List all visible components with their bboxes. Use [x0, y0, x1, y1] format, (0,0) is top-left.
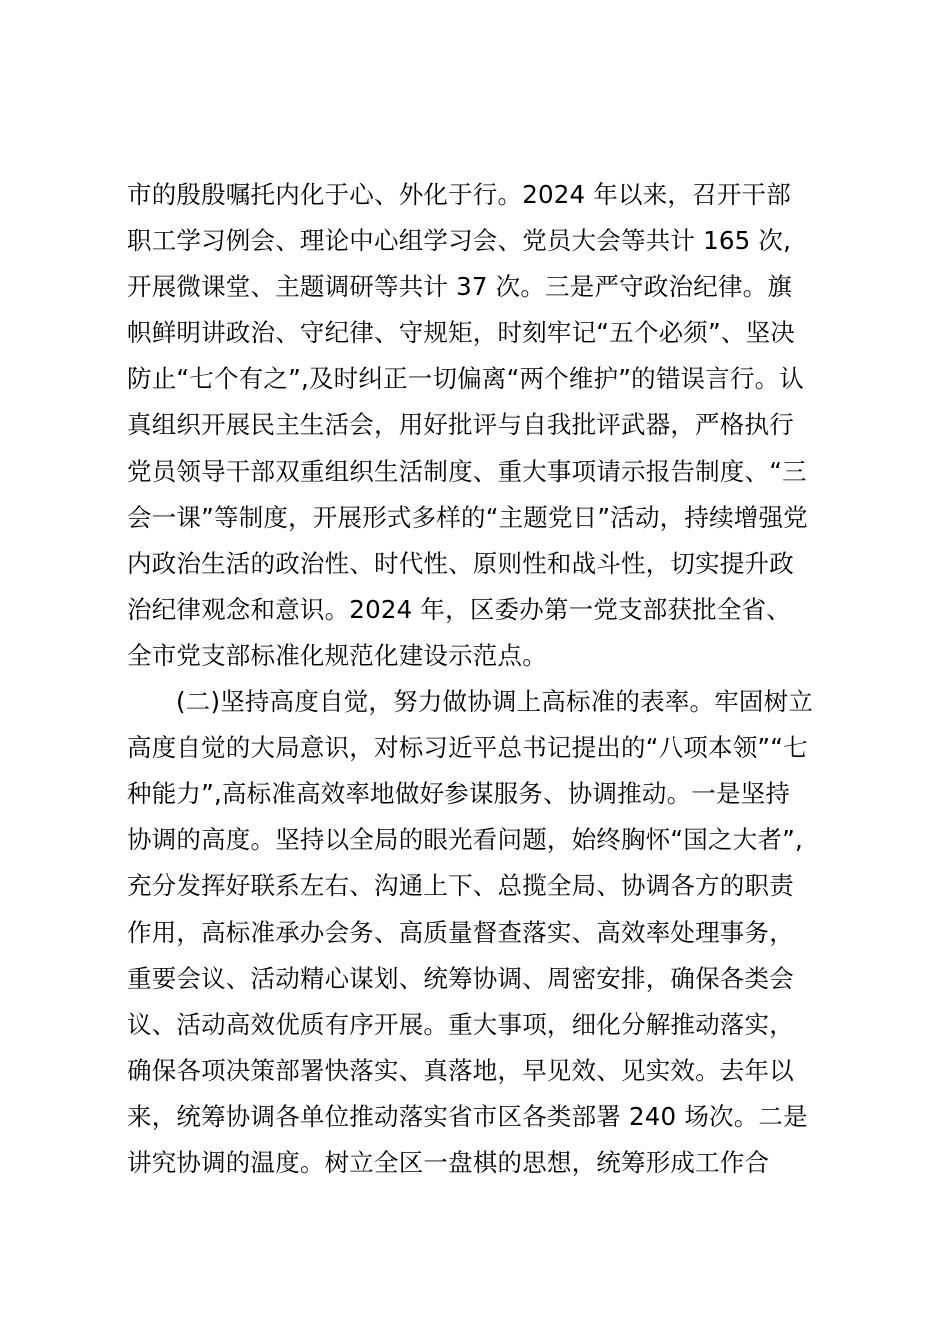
- text-line: 真组织开展民主生活会，用好批评与自我批评武器，严格执行: [127, 410, 794, 440]
- text-line: 确保各项决策部署快落实、真落地，早见效、见实效。去年以: [127, 1055, 794, 1085]
- text-line: 开展微课堂、主题调研等共计 37 次。三是严守政治纪律。旗: [127, 272, 793, 302]
- text-line: 防止“七个有之”,及时纠正一切偏离“两个维护”的错误言行。认: [127, 364, 805, 394]
- text-line: 会一课”等制度，开展形式多样的“主题党日”活动，持续增强党: [127, 502, 808, 532]
- text-line: 作用，高标准承办会务、高质量督查落实、高效率处理事务，: [127, 917, 794, 947]
- section-heading-line: (二)坚持高度自觉，努力做协调上高标准的表率。牢固树立: [176, 687, 814, 717]
- text-line: 党员领导干部双重组织生活制度、重大事项请示报告制度、“三: [127, 456, 807, 486]
- text-line: 高度自觉的大局意识，对标习近平总书记提出的“八项本领”“七: [127, 733, 808, 763]
- text-line: 全市党支部标准化规范化建设示范点。: [127, 640, 547, 670]
- text-line: 议、活动高效优质有序开展。重大事项，细化分解推动落实，: [127, 1009, 794, 1039]
- text-line: 协调的高度。坚持以全局的眼光看问题，始终胸怀“国之大者”,: [127, 825, 803, 855]
- text-line: 讲究协调的温度。树立全区一盘棋的思想，统筹形成工作合: [127, 1147, 770, 1177]
- body-text: [127, 172, 847, 1186]
- text-line: 种能力”,高标准高效率地做好参谋服务、协调推动。一是坚持: [127, 779, 791, 809]
- text-line: 市的殷殷嘱托内化于心、外化于行。2024 年以来，召开干部: [127, 180, 791, 209]
- text-line: 职工学习例会、理论中心组学习会、党员大会等共计 165 次,: [127, 226, 792, 256]
- text-line: 内政治生活的政治性、时代性、原则性和战斗性，切实提升政: [127, 548, 794, 578]
- text-line: 来，统筹协调各单位推动落实省市区各类部署 240 场次。二是: [127, 1101, 808, 1131]
- text-line: 充分发挥好联系左右、沟通上下、总揽全局、协调各方的职责: [127, 871, 794, 901]
- text-line: 重要会议、活动精心谋划、统筹协调、周密安排，确保各类会: [127, 963, 794, 993]
- text-line: 治纪律观念和意识。2024 年，区委办第一党支部获批全省、: [127, 594, 791, 624]
- text-line: 帜鲜明讲政治、守纪律、守规矩，时刻牢记“五个必须”、坚决: [127, 318, 795, 348]
